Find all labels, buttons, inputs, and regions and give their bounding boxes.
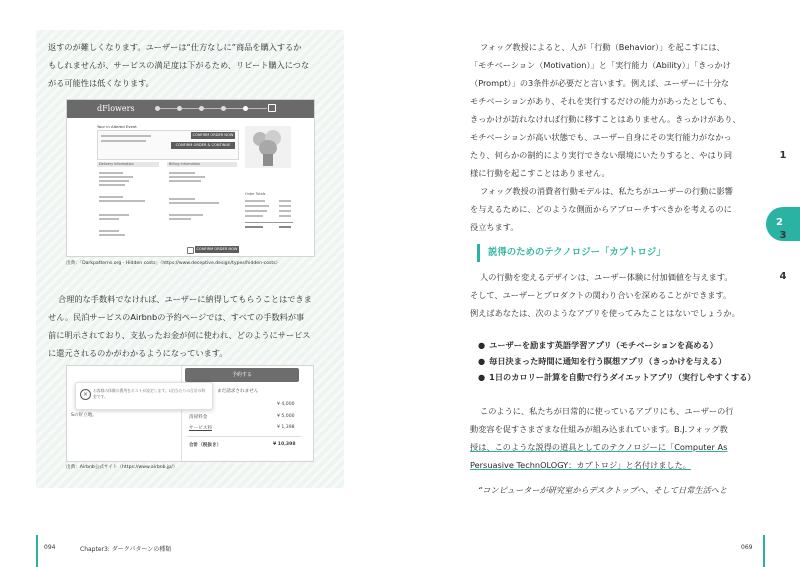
list-item	[478, 369, 756, 385]
text-line: せん。民泊サービスのAirbnbの予約ページでは、すべての手数料が事	[48, 312, 305, 322]
text-placeholder	[99, 196, 123, 198]
text-line: 役立ちます。	[470, 222, 519, 232]
totals-header: Order Totals	[245, 192, 266, 196]
right-page-number: 069	[741, 544, 753, 551]
text-placeholder	[169, 172, 195, 174]
progress-step	[199, 106, 204, 111]
text-line: 授は、このような説得の道具としてのテクノロジーに「Computer As	[470, 442, 728, 452]
text-line: がる可能性は低くなります。	[48, 78, 154, 88]
text-placeholder	[169, 214, 203, 216]
text-placeholder	[99, 218, 119, 220]
confirm-continue-button[interactable]: CONFIRM ORDER & CONTINUE SHOPPING	[171, 142, 235, 149]
bullet-icon: ●	[478, 340, 486, 350]
text-line: 人の行動を変えるデザインは、ユーザー体験に付加価値を与えます。	[480, 272, 733, 282]
total-value: ¥ 10,398	[273, 442, 296, 447]
left-para-2	[48, 290, 340, 362]
text-line: モチベーションがあり、それを実行するだけの能力があったとしても、	[470, 96, 732, 106]
text-placeholder	[245, 226, 263, 228]
text-line: フォッグ教授の消費者行動モデルは、私たちがユーザーの行動に影響	[480, 186, 733, 196]
bullet-icon: ●	[478, 356, 486, 366]
text-placeholder	[279, 210, 291, 212]
list-item-text: ユーザーを励ます英語学習アプリ（モチベーションを高める）	[489, 340, 718, 350]
not-charged-text: まだ請求されません	[217, 389, 259, 394]
text-line: もしれませんが、サービスの満足度は下がるため、リピート購入につな	[48, 60, 310, 70]
confirm-order-bottom-button[interactable]: CONFIRM ORDER NOW	[196, 247, 238, 251]
text-placeholder	[99, 184, 125, 186]
billing-header: Billing Information	[169, 162, 201, 166]
text-line: 例えばあなたは、次のようなアプリを使ってみたことはないでしょうか。	[470, 308, 740, 318]
close-icon[interactable]: ×	[80, 389, 91, 400]
airbnb-screenshot	[66, 365, 314, 462]
left-folio-rule	[36, 535, 38, 567]
fee-label[interactable]: サービス料	[189, 426, 212, 431]
text-placeholder	[279, 200, 291, 202]
progress-track	[157, 108, 267, 109]
text-placeholder	[99, 200, 145, 202]
text-line: このように、私たちが日常的に使っているアプリにも、ユーザーの行	[480, 406, 734, 416]
text-placeholder	[99, 234, 125, 236]
divider	[245, 222, 293, 223]
text-placeholder	[169, 202, 219, 204]
bullet-icon: ●	[478, 372, 486, 382]
chapter-tab-3[interactable]: 3	[779, 230, 787, 241]
text-line: （Prompt）」の3条件が必要だと言います。例えば、ユーザーに十分な	[470, 78, 730, 88]
chapter-tab-1[interactable]: 1	[779, 150, 787, 161]
text-placeholder	[279, 226, 291, 228]
text-placeholder	[245, 210, 267, 212]
reserve-button[interactable]: 予約する	[185, 368, 299, 382]
text-line: 動変容を促すさまざまな仕組みが組み込まれています。B.J.フォッグ教	[470, 424, 728, 434]
fee-value: ¥ 1,398	[277, 425, 295, 430]
text-line: たり、何らかの制約により実行できない環境にいたりすると、やはり同	[470, 150, 733, 160]
order-title: Your in Altered Event	[97, 124, 137, 129]
progress-step-active	[243, 106, 248, 111]
lock-icon	[268, 104, 276, 112]
lock-icon	[187, 247, 194, 254]
tooltip-text: お客様の体験の費用をホストが設定します。1泊当たりの合計の料金です。	[93, 388, 206, 399]
progress-step	[221, 106, 226, 111]
text-line: 「モチベーション（Motivation）」と「実行能力（Ability）」「きっかけ	[470, 60, 731, 70]
left-page-number: 094	[44, 544, 56, 551]
left-para-1	[48, 38, 338, 92]
text-placeholder	[279, 205, 291, 207]
right-para-3	[470, 268, 764, 322]
chapter-tab-2-label: 2	[776, 217, 783, 228]
progress-step	[155, 106, 160, 111]
right-para-1	[470, 38, 760, 236]
fee-value: ¥ 5,000	[277, 414, 295, 419]
text-placeholder	[99, 214, 129, 216]
right-folio-rule	[763, 535, 765, 567]
divider	[187, 436, 301, 437]
quote-line: “コンピューターが研究室からデスクトップへ、そして日常生活へと	[478, 485, 728, 495]
progress-step	[177, 106, 182, 111]
vase-shape	[263, 154, 273, 166]
text-line: 合理的な手数料でなければ、ユーザーに納得してもらうことはできま	[58, 294, 312, 304]
list-item-text: 1日のカロリー計算を自動で行うダイエットアプリ（実行しやすくする）	[489, 372, 756, 382]
text-line: モチベーションが高い状態でも、ユーザー自身にその実行能力がなかっ	[470, 132, 732, 142]
text-placeholder	[99, 176, 133, 178]
text-placeholder	[169, 180, 201, 182]
text-placeholder	[169, 198, 195, 200]
figure2-caption: 出典：Airbnb公式サイト（https://www.airbnb.jp/）	[66, 465, 178, 470]
chapter-tab-4[interactable]: 4	[779, 271, 787, 282]
text-line: フォッグ教授によると、人が「行動（Behavior）」を起こすには、	[480, 42, 725, 52]
tooltip-popup	[75, 382, 213, 410]
section-heading: 説得のためのテクノロジー「カプトロジ」	[477, 244, 666, 262]
text-placeholder	[101, 140, 146, 142]
text-placeholder	[245, 200, 265, 202]
figure1-caption: 出典：「Darkpatterns.org - Hidden costs」（https://www.deceptive.design/types/hidden-costs）	[66, 261, 281, 266]
text-line: そして、ユーザーとプロダクトの関わり合いを深めることができます。	[470, 290, 732, 300]
fee-value: ¥ 4,000	[277, 402, 295, 407]
text-line: 前に明示されており、支払ったお金が何に使われ、どのようにサービス	[48, 330, 311, 340]
site-logo: dFlowers	[97, 104, 135, 113]
text-placeholder	[245, 215, 263, 217]
product-photo	[245, 126, 291, 168]
confirm-order-button[interactable]: CONFIRM ORDER NOW	[192, 133, 234, 137]
delivery-header: Delivery Information	[99, 162, 134, 166]
chapter-title: Chapter3: ダークパターンの種類	[80, 546, 172, 553]
list-item	[478, 337, 756, 353]
hidden-costs-screenshot	[66, 99, 315, 257]
text-placeholder	[169, 176, 205, 178]
text-line: 返すのが難しくなります。ユーザーは“仕方なしに”商品を購入するか	[48, 42, 302, 52]
text-placeholder	[101, 135, 151, 137]
text-line: Persuasive TechnOLOGY：カプトロジ」と名付けました。	[470, 460, 691, 470]
text-placeholder	[99, 230, 119, 232]
app-examples-list	[478, 337, 756, 385]
text-placeholder	[99, 180, 129, 182]
text-placeholder	[169, 218, 191, 220]
text-line: に還元されるのかがわかるようになっています。	[48, 348, 228, 358]
text-line: 様に行動を起こすことはありません。	[470, 168, 610, 178]
list-item-text: 毎日決まった時間に通知を行う瞑想アプリ（きっかけを与える）	[489, 356, 727, 366]
text-line: を与えるために、どのような側面からアプローチすべきかを考えるのに	[470, 204, 732, 214]
fee-label: 清掃料金	[189, 415, 208, 420]
right-para-4	[470, 402, 764, 474]
text-line: きっかけが訪れなければ行動に移すことはありません。きっかけがあり、	[470, 114, 741, 124]
total-label: 合計（税抜き）	[189, 443, 222, 448]
text-placeholder	[245, 205, 269, 207]
listing-text: Sの好立地。	[71, 413, 97, 418]
text-placeholder	[99, 172, 123, 174]
list-item	[478, 353, 756, 369]
text-placeholder	[279, 215, 291, 217]
